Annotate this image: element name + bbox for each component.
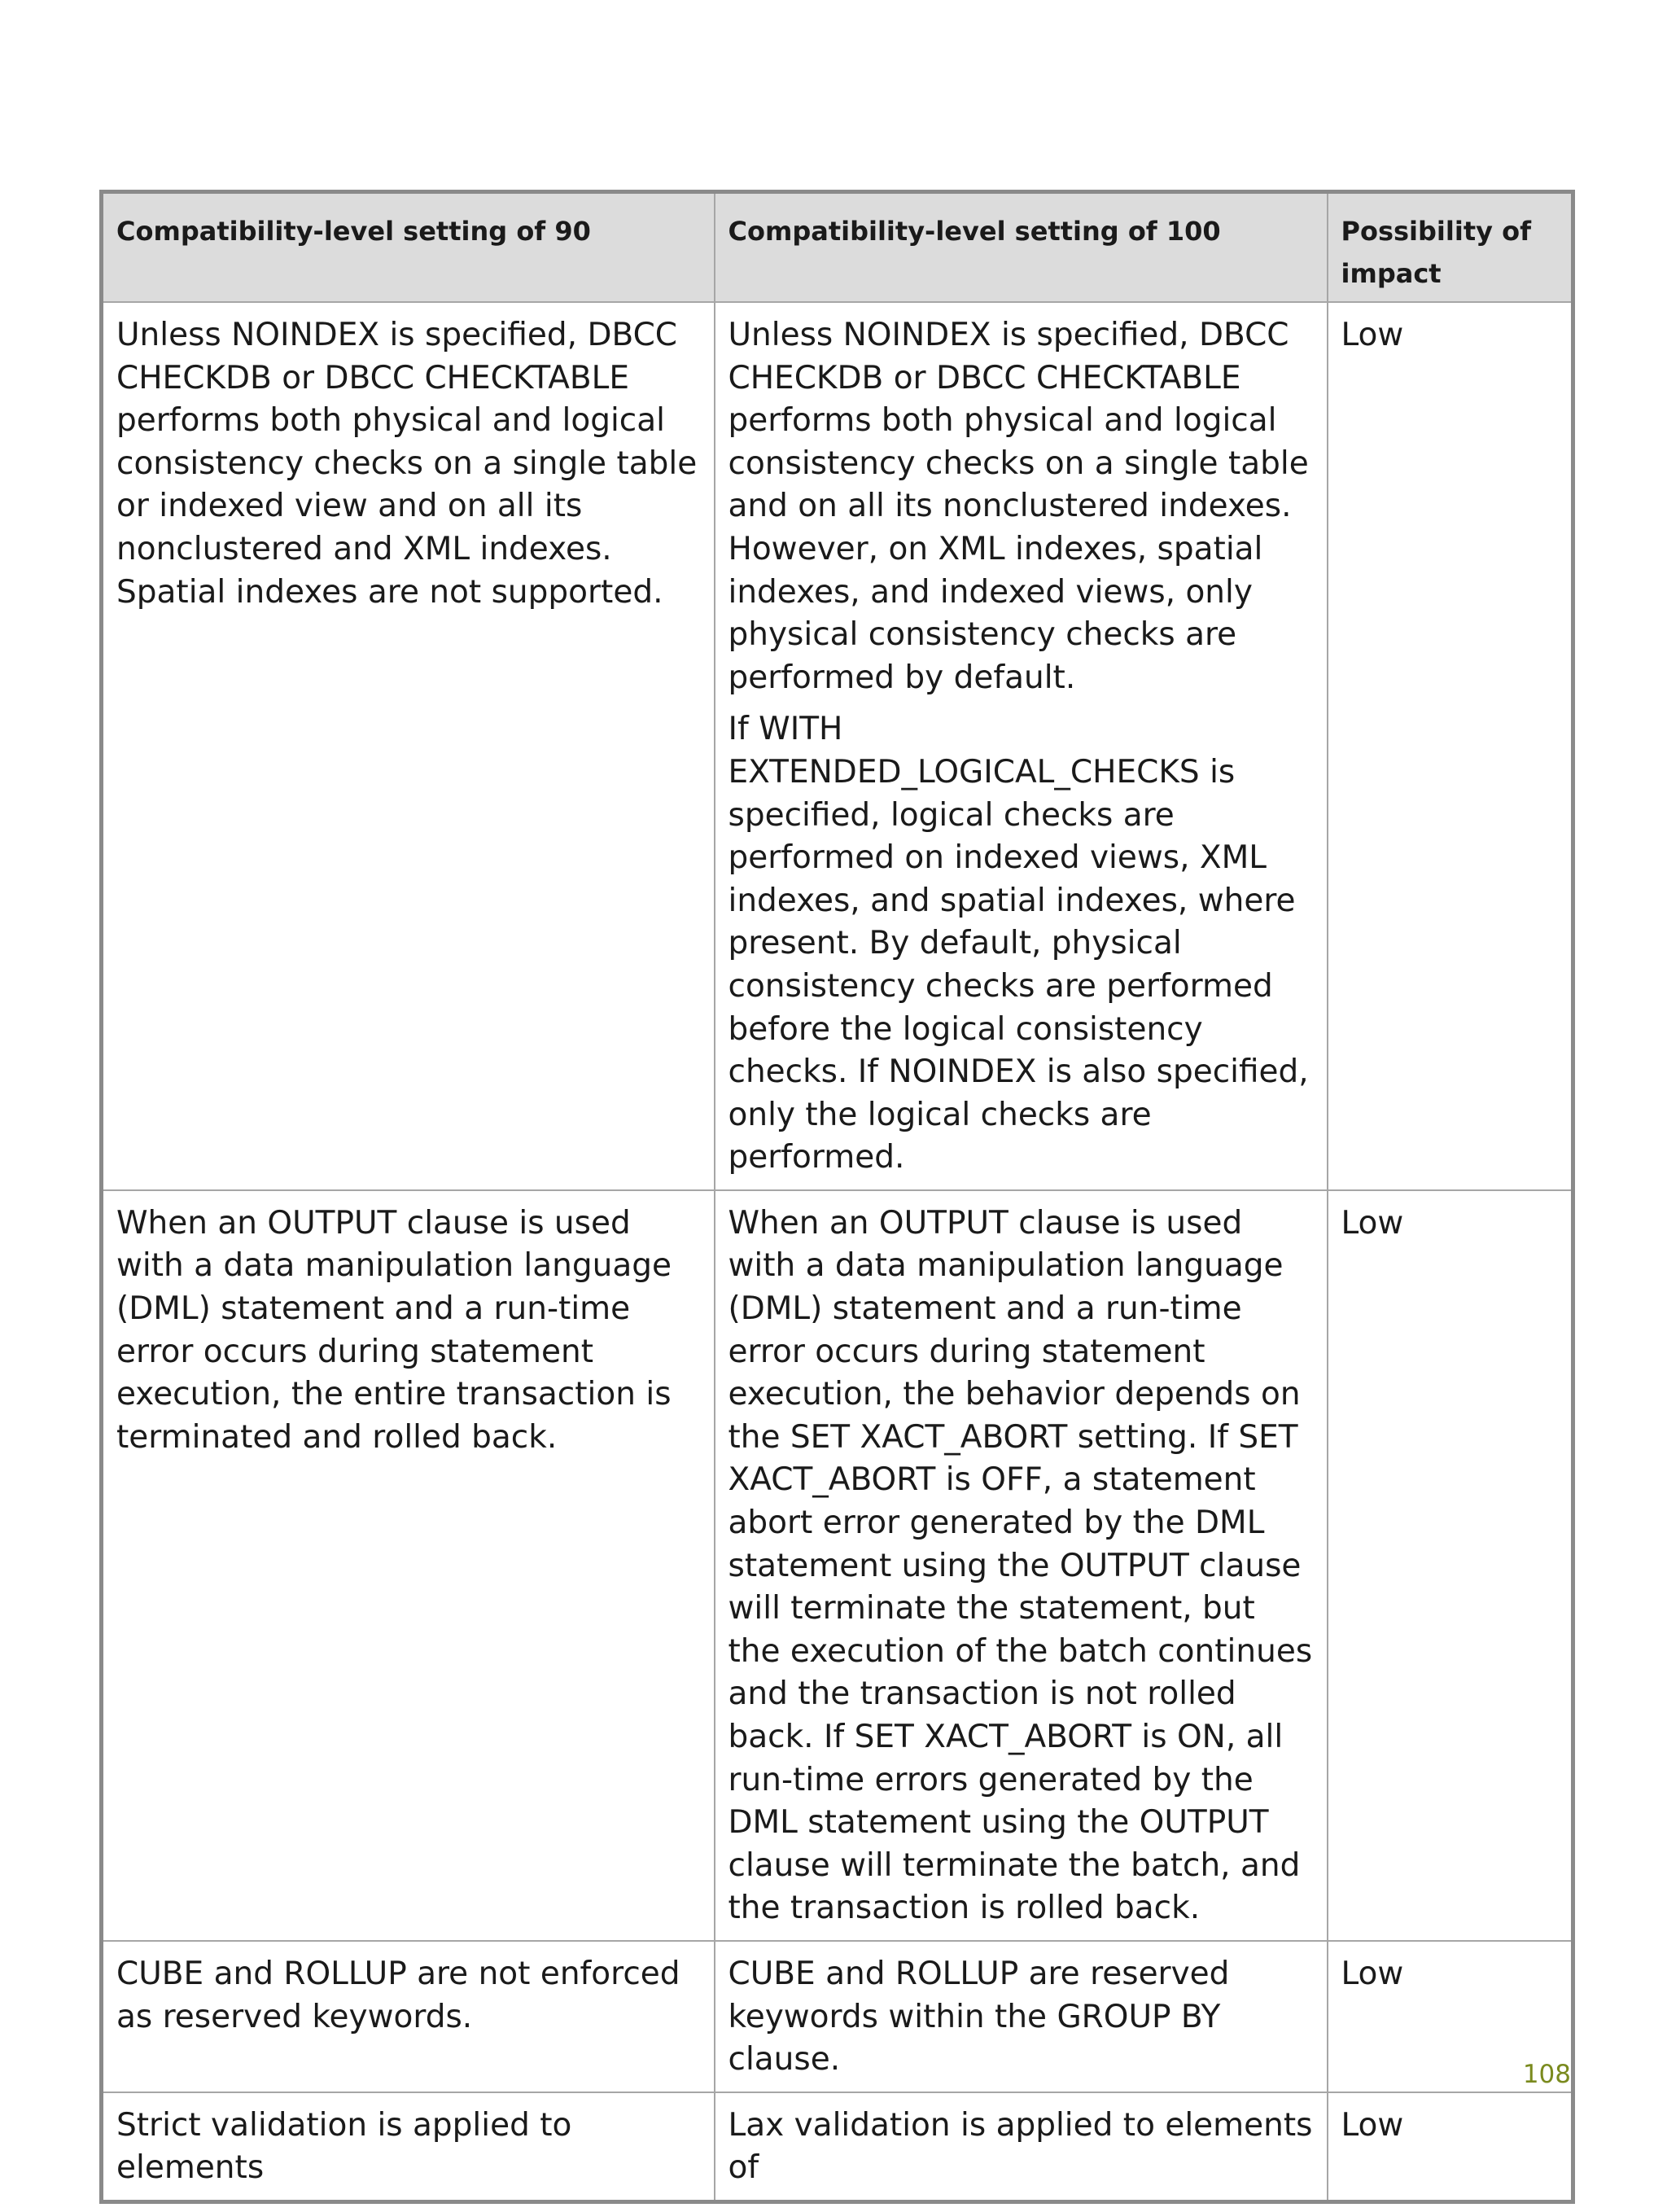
table-header (102, 192, 1573, 303)
table-row (102, 302, 1573, 1190)
cell-impact: Low (1328, 2092, 1573, 2202)
cell-setting-90 (102, 2092, 715, 2202)
cell-setting-100 (715, 2092, 1328, 2202)
header-setting-100: Compatibility-level setting of 100 (715, 192, 1328, 303)
cell-impact: Low (1328, 1190, 1573, 1941)
cell-text: CUBE and ROLLUP are not enforced as reserved keywords. (116, 1955, 680, 2035)
cell-impact: Low (1328, 302, 1573, 1190)
table-row (102, 1941, 1573, 2092)
table-row (102, 1190, 1573, 1941)
cell-text: Lax validation is applied to elements of (728, 2106, 1313, 2187)
cell-setting-100 (715, 302, 1328, 1190)
cell-text: When an OUTPUT clause is used with a data manipulation language (DML) statement and a run-time error occurs during statement execution, the entire transaction is terminated and rolled back. (116, 1204, 672, 1456)
header-setting-90: Compatibility-level setting of 90 (102, 192, 715, 303)
cell-text: Unless NOINDEX is specified, DBCC CHECKDB or DBCC CHECKTABLE performs both physical and logical consistency checks on a single table and on all its nonclustered indexes. However, on XML indexes, spatial indexes, and indexed views, only physical consistency checks are performed by default. (728, 317, 1309, 696)
cell-text: If WITH EXTENDED_LOGICAL_CHECKS is specified, logical checks are performed on indexed views, XML indexes, and spatial indexes, where present. By default, physical consistency checks are performed before the logical consistency checks. If NOINDEX is also specified, only the logical checks are performed. (728, 711, 1309, 1176)
cell-setting-90 (102, 1941, 715, 2092)
cell-text: When an OUTPUT clause is used with a data manipulation language (DML) statement and a run-time error occurs during statement execution, the behavior depends on the SET XACT_ABORT setting. If SET XACT_ABORT is OFF, a statement abort error generated by the DML statement using the OUTPUT clause will terminate the statement, but the execution of the batch continues and the transaction is not rolled back. If SET XACT_ABORT is ON, all run-time errors generated by the DML statement using the OUTPUT clause will terminate the batch, and the transaction is rolled back. (728, 1204, 1313, 1927)
cell-setting-100 (715, 1941, 1328, 2092)
table-body (102, 302, 1573, 2201)
cell-impact: Low (1328, 1941, 1573, 2092)
page-number: 108 (1522, 2060, 1571, 2089)
cell-text: CUBE and ROLLUP are reserved keywords within the GROUP BY clause. (728, 1955, 1230, 2078)
cell-setting-90 (102, 302, 715, 1190)
cell-text: Unless NOINDEX is specified, DBCC CHECKDB or DBCC CHECKTABLE performs both physical and logical consistency checks on a single table or indexed view and on all its nonclustered and XML indexes. Spatial indexes are not supported. (116, 317, 698, 611)
header-impact: Possibility of impact (1328, 192, 1573, 303)
cell-setting-100 (715, 1190, 1328, 1941)
table-row (102, 2092, 1573, 2202)
header-row (102, 192, 1573, 303)
cell-setting-90 (102, 1190, 715, 1941)
cell-text: Strict validation is applied to elements (116, 2106, 572, 2187)
compatibility-table (99, 190, 1575, 2204)
